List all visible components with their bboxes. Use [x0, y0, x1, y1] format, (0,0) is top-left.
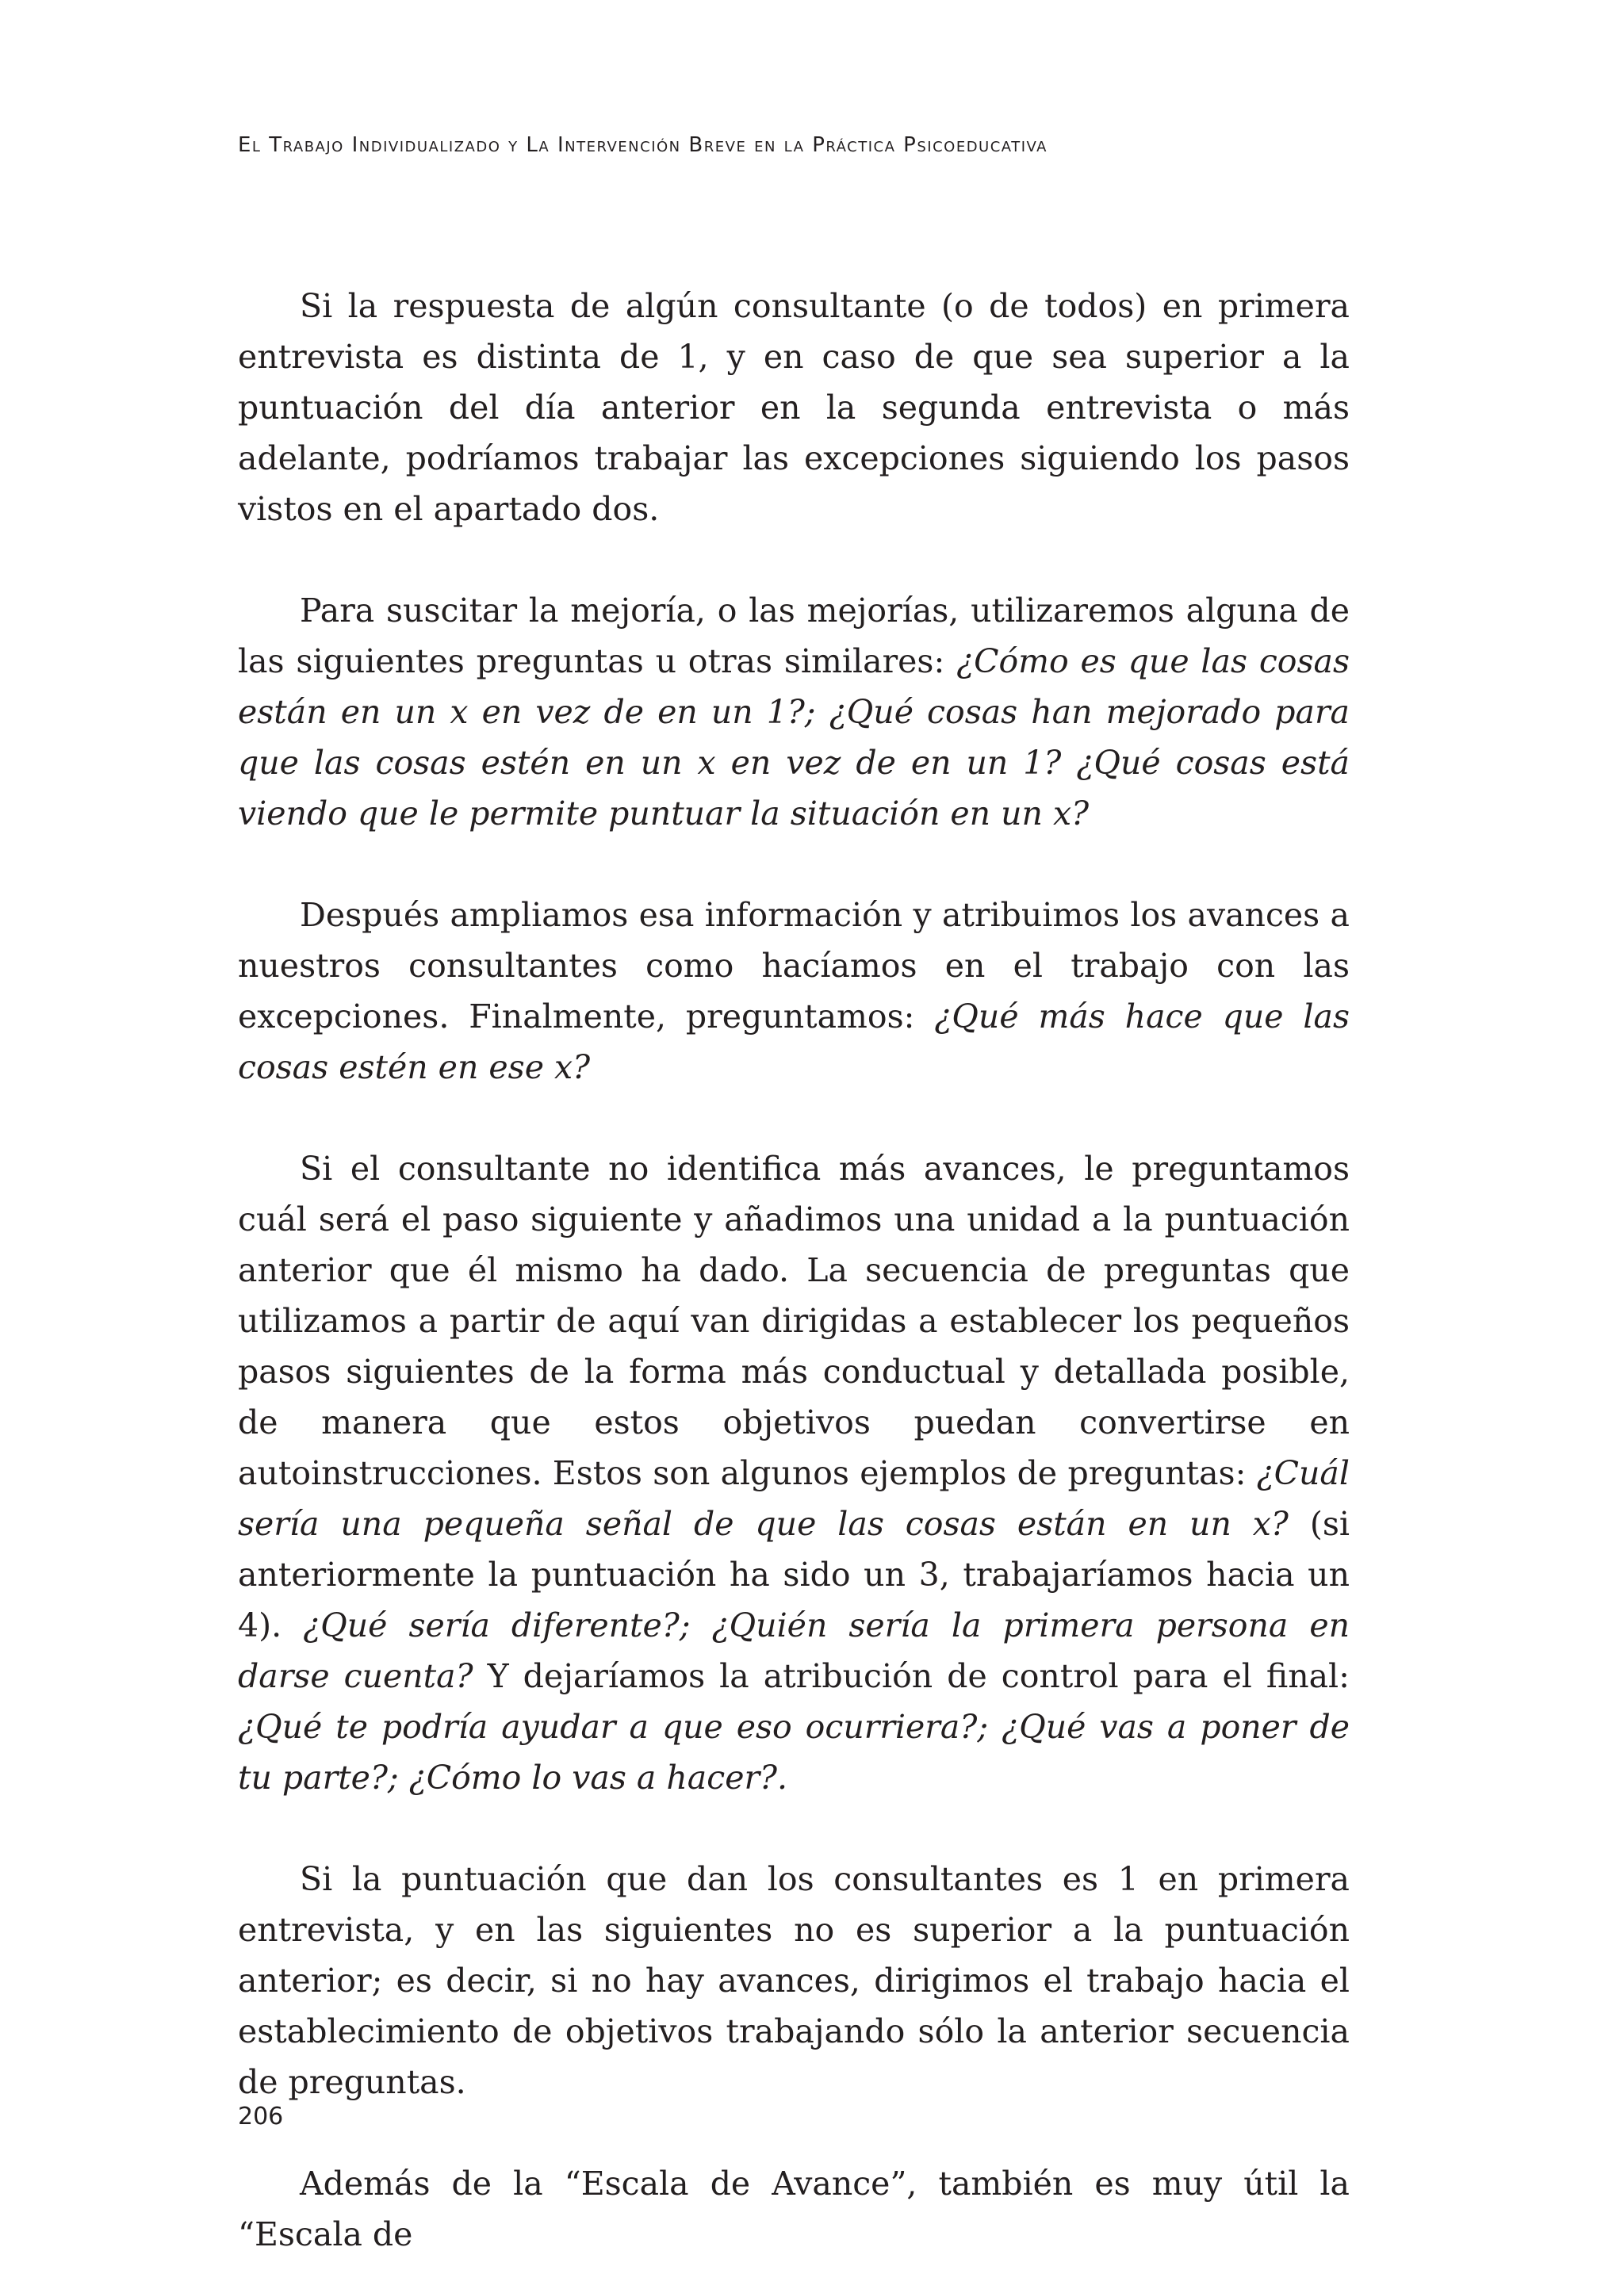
paragraph-1-text: Si la respuesta de algún consultante (o de todos) en primera entrevista es distinta de 1, y en caso de que sea superior a la puntuación del día anterior en la segunda entrevista o más adelante, podríamos trabajar las excepciones siguiendo los pasos vistos en el apartado dos. [238, 287, 1350, 528]
running-header [238, 133, 1396, 157]
body-text [238, 281, 1350, 2260]
paragraph-4 [238, 1143, 1350, 1803]
paragraph-4-italic-a: ¿Cuál sería una pequeña señal de que las cosas están en un x? [238, 1454, 1350, 1543]
paragraph-2-italic-questions: ¿Cómo es que las cosas están en un x en vez de en un 1?; ¿Qué cosas han mejorado para que las cosas estén en un x en vez de en un 1? ¿Qué cosas está viendo que le permite puntuar la situación en un x? [238, 642, 1350, 833]
paragraph-3-text: Después ampliamos esa información y atribuimos los avances a nuestros consultantes como hacíamos en el trabajo con las excepciones. Finalmente, preguntamos: [238, 896, 1350, 1035]
paragraph-3-italic-question: ¿Qué más hace que las cosas estén en ese x? [238, 997, 1350, 1086]
paragraph-4-text-b: (si anteriormente la puntuación ha sido un 3, trabajaríamos hacia un 4). [238, 1505, 1350, 1644]
page-number: 206 [238, 2103, 284, 2130]
paragraph-2 [238, 585, 1350, 839]
paragraph-2-text: Para suscitar la mejoría, o las mejorías, utilizaremos alguna de las siguientes preguntas u otras similares: [238, 591, 1350, 680]
paragraph-4-italic-c: ¿Qué te podría ayudar a que eso ocurriera?; ¿Qué vas a poner de tu parte?; ¿Cómo lo vas a hacer?. [238, 1708, 1350, 1797]
paragraph-1 [238, 281, 1350, 534]
paragraph-5-text: Si la puntuación que dan los consultantes es 1 en primera entrevista, y en las siguientes no es superior a la puntuación anterior; es decir, si no hay avances, dirigimos el trabajo hacia el establecimiento de objetivos trabajando sólo la anterior secuencia de preguntas. [238, 1860, 1350, 2101]
paragraph-3 [238, 890, 1350, 1093]
paragraph-5 [238, 1854, 1350, 2107]
paragraph-6-text: Además de la “Escala de Avance”, también es muy útil la “Escala de [238, 2165, 1350, 2253]
paragraph-4-text-c: Y dejaríamos la atribución de control para el final: [473, 1657, 1350, 1695]
paragraph-6 [238, 2158, 1350, 2260]
running-header-title: El Trabajo Individualizado y La Intervención Breve en la Práctica Psicoeducativa [238, 133, 1048, 157]
paragraph-4-text-a: Si el consultante no identifica más avances, le preguntamos cuál será el paso siguiente y añadimos una unidad a la puntuación anterior que él mismo ha dado. La secuencia de preguntas que utilizamos a partir de aquí van dirigidas a establecer los pequeños pasos siguientes de la forma más conductual y detallada posible, de manera que estos objetivos puedan convertirse en autoinstrucciones. Estos son algunos ejemplos de preguntas: [238, 1150, 1350, 1492]
paragraph-4-italic-b: ¿Qué sería diferente?; ¿Quién sería la primera persona en darse cuenta? [238, 1606, 1350, 1695]
